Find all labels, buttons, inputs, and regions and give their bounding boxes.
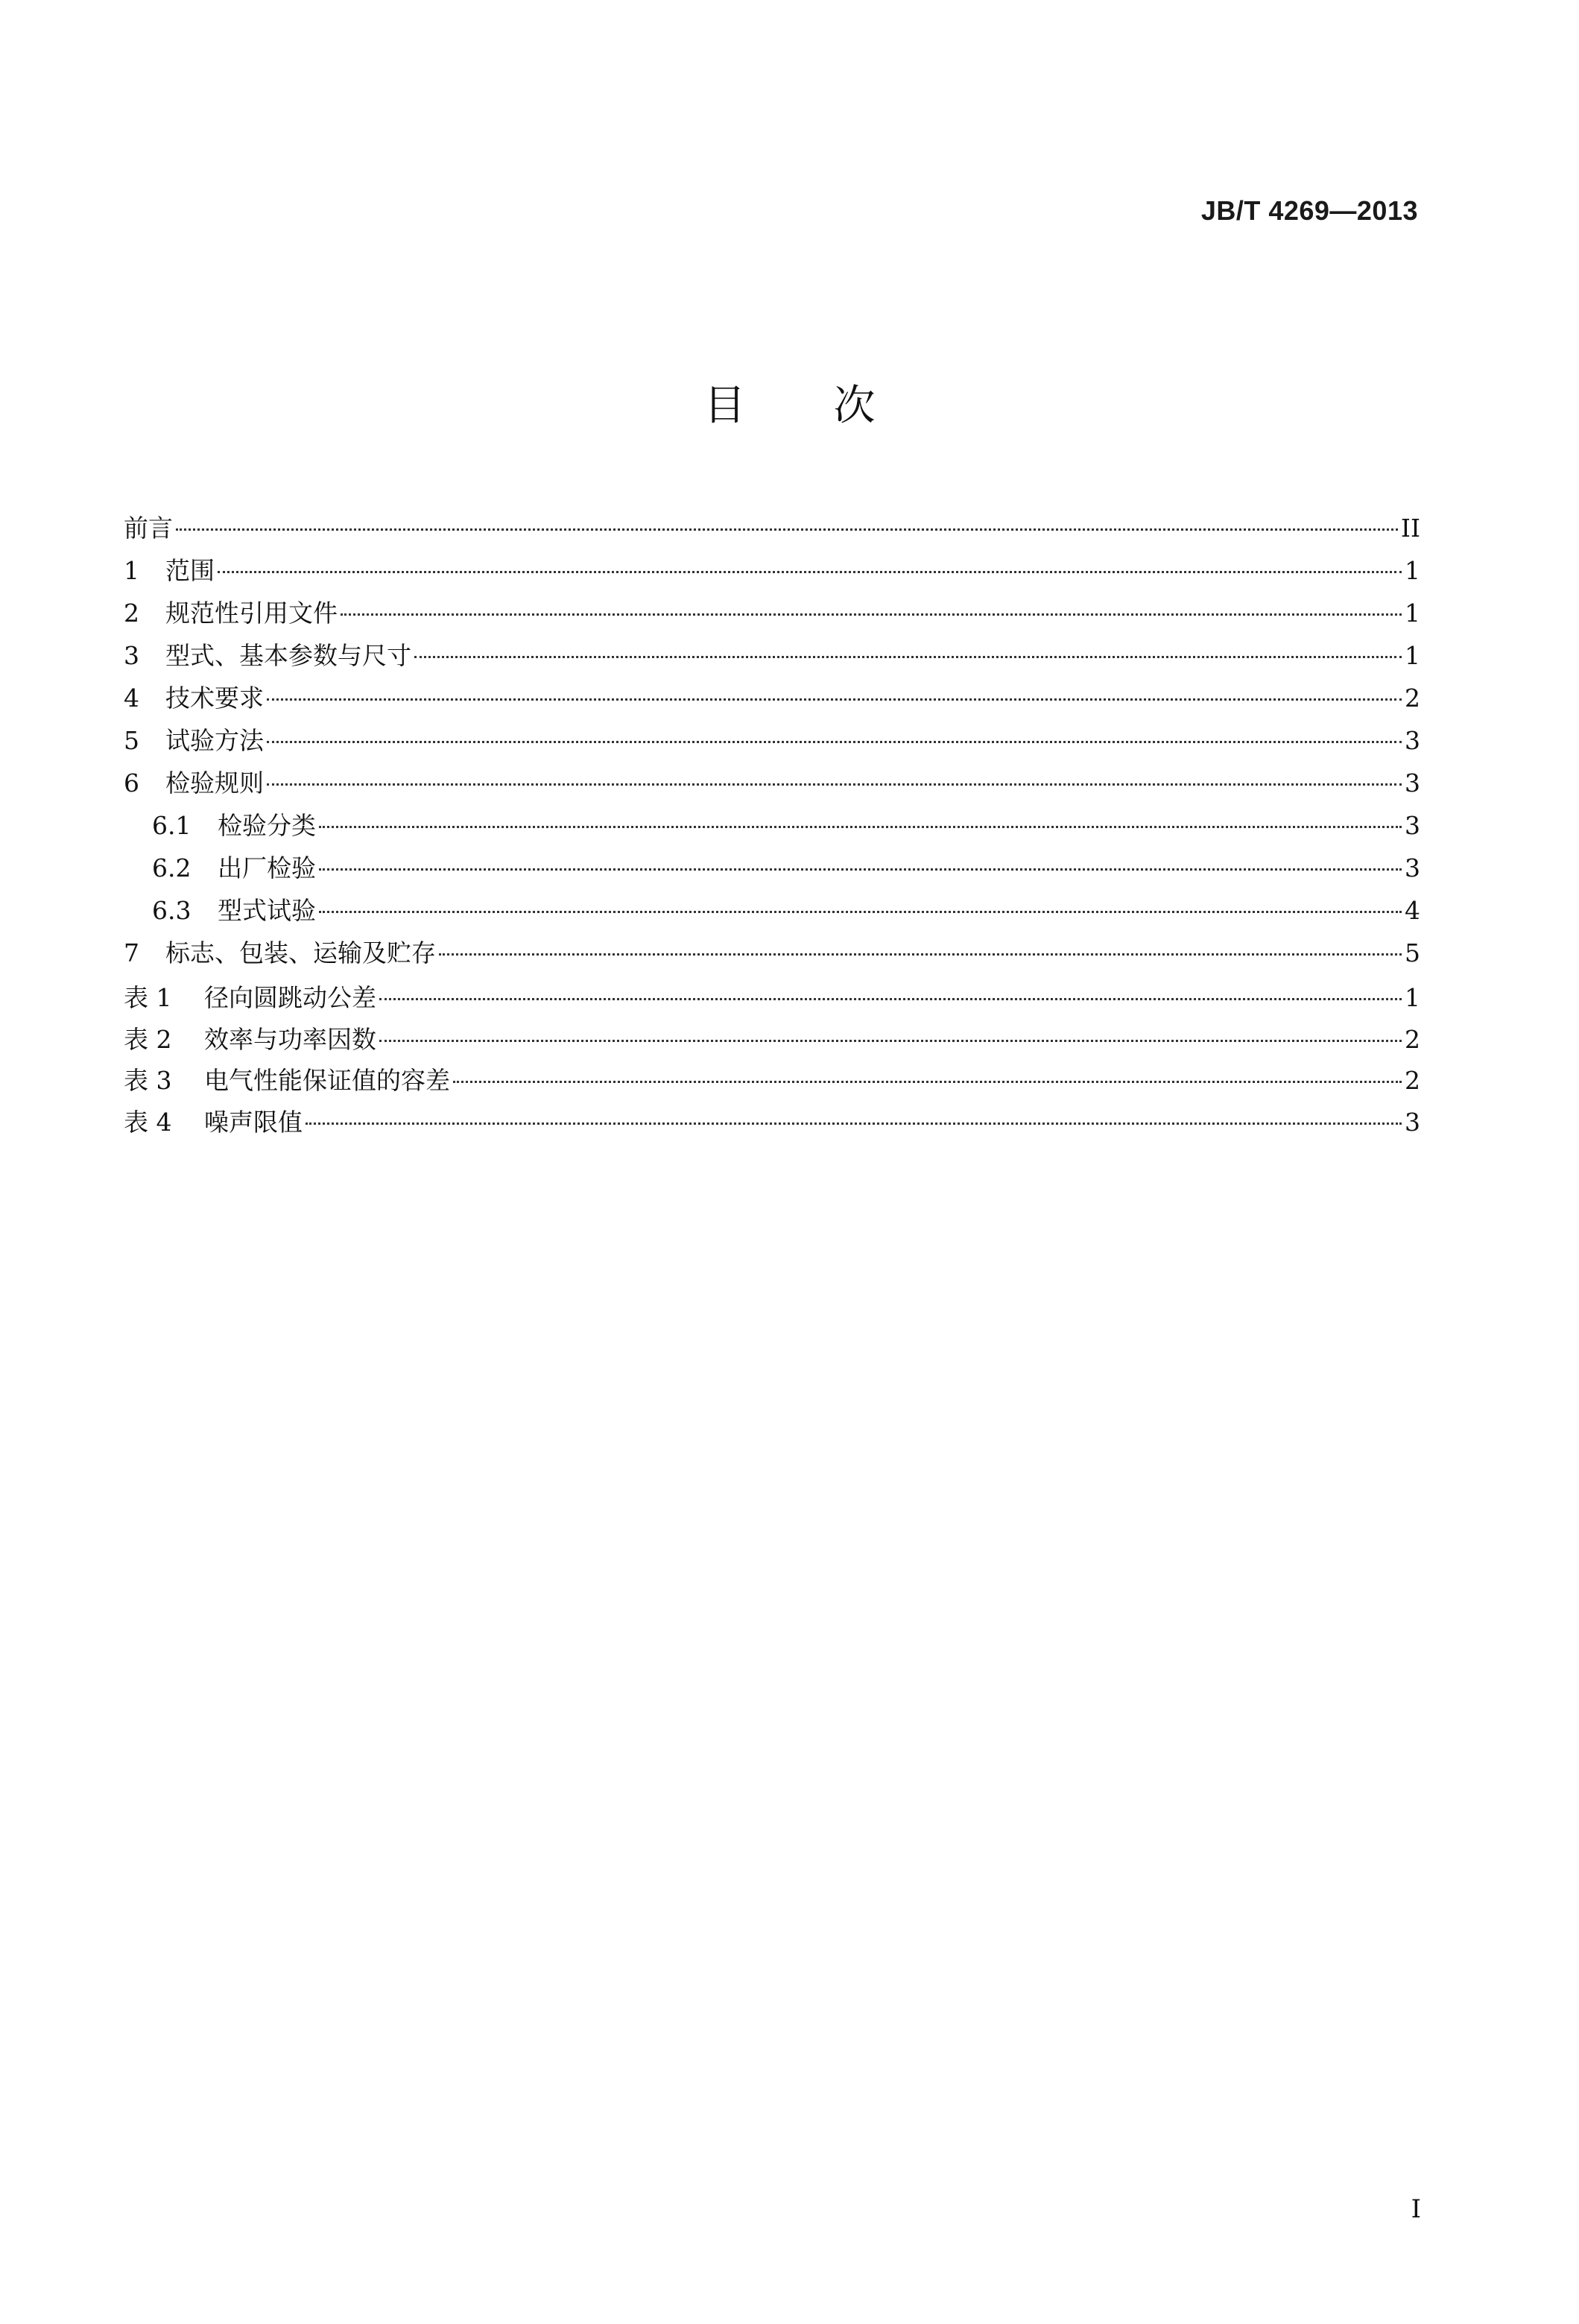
toc-entry-number: 7 (124, 938, 139, 967)
toc-entry-page: 2 (1405, 1024, 1420, 1054)
toc-entry-number: 6.3 (152, 896, 192, 925)
toc-entry-label: 效率与功率因数 (204, 1024, 376, 1054)
toc-entry-label: 前言 (124, 514, 173, 543)
toc-entry-page: 1 (1405, 983, 1420, 1012)
toc-entry-label: 型式、基本参数与尺寸 (165, 641, 411, 670)
toc-entry-page: 3 (1405, 1107, 1420, 1137)
toc-leader-dots (306, 1122, 1402, 1125)
toc-entry-number: 5 (124, 726, 139, 755)
toc-entry-label: 试验方法 (165, 726, 264, 755)
standard-number: JB/T 4269—2013 (1200, 195, 1418, 226)
toc-leader-dots (267, 783, 1402, 786)
toc-entry-label: 电气性能保证值的容差 (204, 1066, 450, 1095)
table-of-contents (124, 507, 1420, 1143)
toc-entry-page: 3 (1405, 726, 1420, 755)
toc-leader-dots (414, 656, 1402, 658)
toc-entry-page: 5 (1405, 938, 1420, 967)
toc-entry-page: 3 (1405, 768, 1420, 798)
toc-entry-foreword[interactable] (124, 507, 1420, 549)
toc-leader-dots (379, 998, 1402, 1000)
toc-entry-type-test[interactable] (124, 889, 1420, 932)
toc-entry-types-parameters[interactable] (124, 634, 1420, 677)
toc-entry-number: 表 3 (124, 1066, 172, 1095)
toc-entry-label: 径向圆跳动公差 (204, 983, 376, 1012)
toc-leader-dots (319, 911, 1402, 913)
toc-entry-page: 1 (1405, 641, 1420, 670)
toc-entry-label: 出厂检验 (218, 853, 316, 882)
page-title: 目次 (703, 382, 963, 430)
toc-leader-dots (319, 826, 1402, 828)
toc-entry-label: 标志、包装、运输及贮存 (165, 938, 436, 967)
toc-entry-page: 1 (1405, 599, 1420, 628)
toc-entry-number: 3 (124, 641, 139, 670)
toc-leader-dots (439, 953, 1402, 956)
toc-leader-dots (176, 528, 1398, 531)
toc-entry-label: 范围 (165, 556, 215, 585)
toc-entry-number: 6.1 (152, 811, 192, 840)
toc-leader-dots (379, 1040, 1402, 1042)
toc-entry-scope[interactable] (124, 549, 1420, 592)
toc-entry-number: 4 (124, 683, 139, 713)
toc-entry-number: 表 1 (124, 983, 172, 1012)
toc-entry-number: 1 (124, 556, 139, 585)
toc-entry-label: 规范性引用文件 (165, 599, 338, 628)
toc-entry-label: 检验规则 (165, 768, 264, 798)
toc-leader-dots (267, 698, 1402, 701)
toc-entry-number: 表 2 (124, 1024, 172, 1054)
toc-entry-table-4[interactable] (124, 1102, 1420, 1143)
toc-leader-dots (453, 1081, 1402, 1083)
toc-entry-number: 表 4 (124, 1107, 172, 1137)
toc-entry-table-2[interactable] (124, 1019, 1420, 1061)
toc-entry-label: 检验分类 (218, 811, 316, 840)
toc-entry-inspection-rules[interactable] (124, 762, 1420, 804)
toc-entry-inspection-classification[interactable] (124, 804, 1420, 847)
toc-entry-page: II (1400, 514, 1420, 543)
toc-entry-page: 4 (1405, 896, 1420, 925)
toc-entry-label: 型式试验 (218, 896, 316, 925)
toc-entry-page: 3 (1405, 811, 1420, 840)
toc-entry-technical-requirements[interactable] (124, 677, 1420, 719)
toc-entry-table-3[interactable] (124, 1060, 1420, 1102)
toc-entry-table-1[interactable] (124, 977, 1420, 1019)
toc-entry-page: 1 (1405, 556, 1420, 585)
toc-leader-dots (267, 741, 1402, 743)
toc-entry-page: 2 (1405, 683, 1420, 713)
toc-entry-factory-inspection[interactable] (124, 847, 1420, 889)
toc-leader-dots (319, 868, 1402, 871)
toc-entry-number: 2 (124, 599, 139, 628)
toc-entry-number: 6 (124, 768, 139, 798)
toc-leader-dots (218, 571, 1402, 573)
toc-entry-number: 6.2 (152, 853, 192, 882)
toc-entry-test-methods[interactable] (124, 719, 1420, 762)
page-number: I (1411, 2194, 1421, 2224)
toc-entry-page: 3 (1405, 853, 1420, 882)
toc-entry-label: 噪声限值 (204, 1107, 303, 1137)
toc-leader-dots (341, 613, 1402, 616)
toc-entry-label: 技术要求 (165, 683, 264, 713)
toc-entry-marking-packaging[interactable] (124, 932, 1420, 974)
toc-entry-page: 2 (1405, 1066, 1420, 1095)
toc-entry-normative-references[interactable] (124, 592, 1420, 634)
